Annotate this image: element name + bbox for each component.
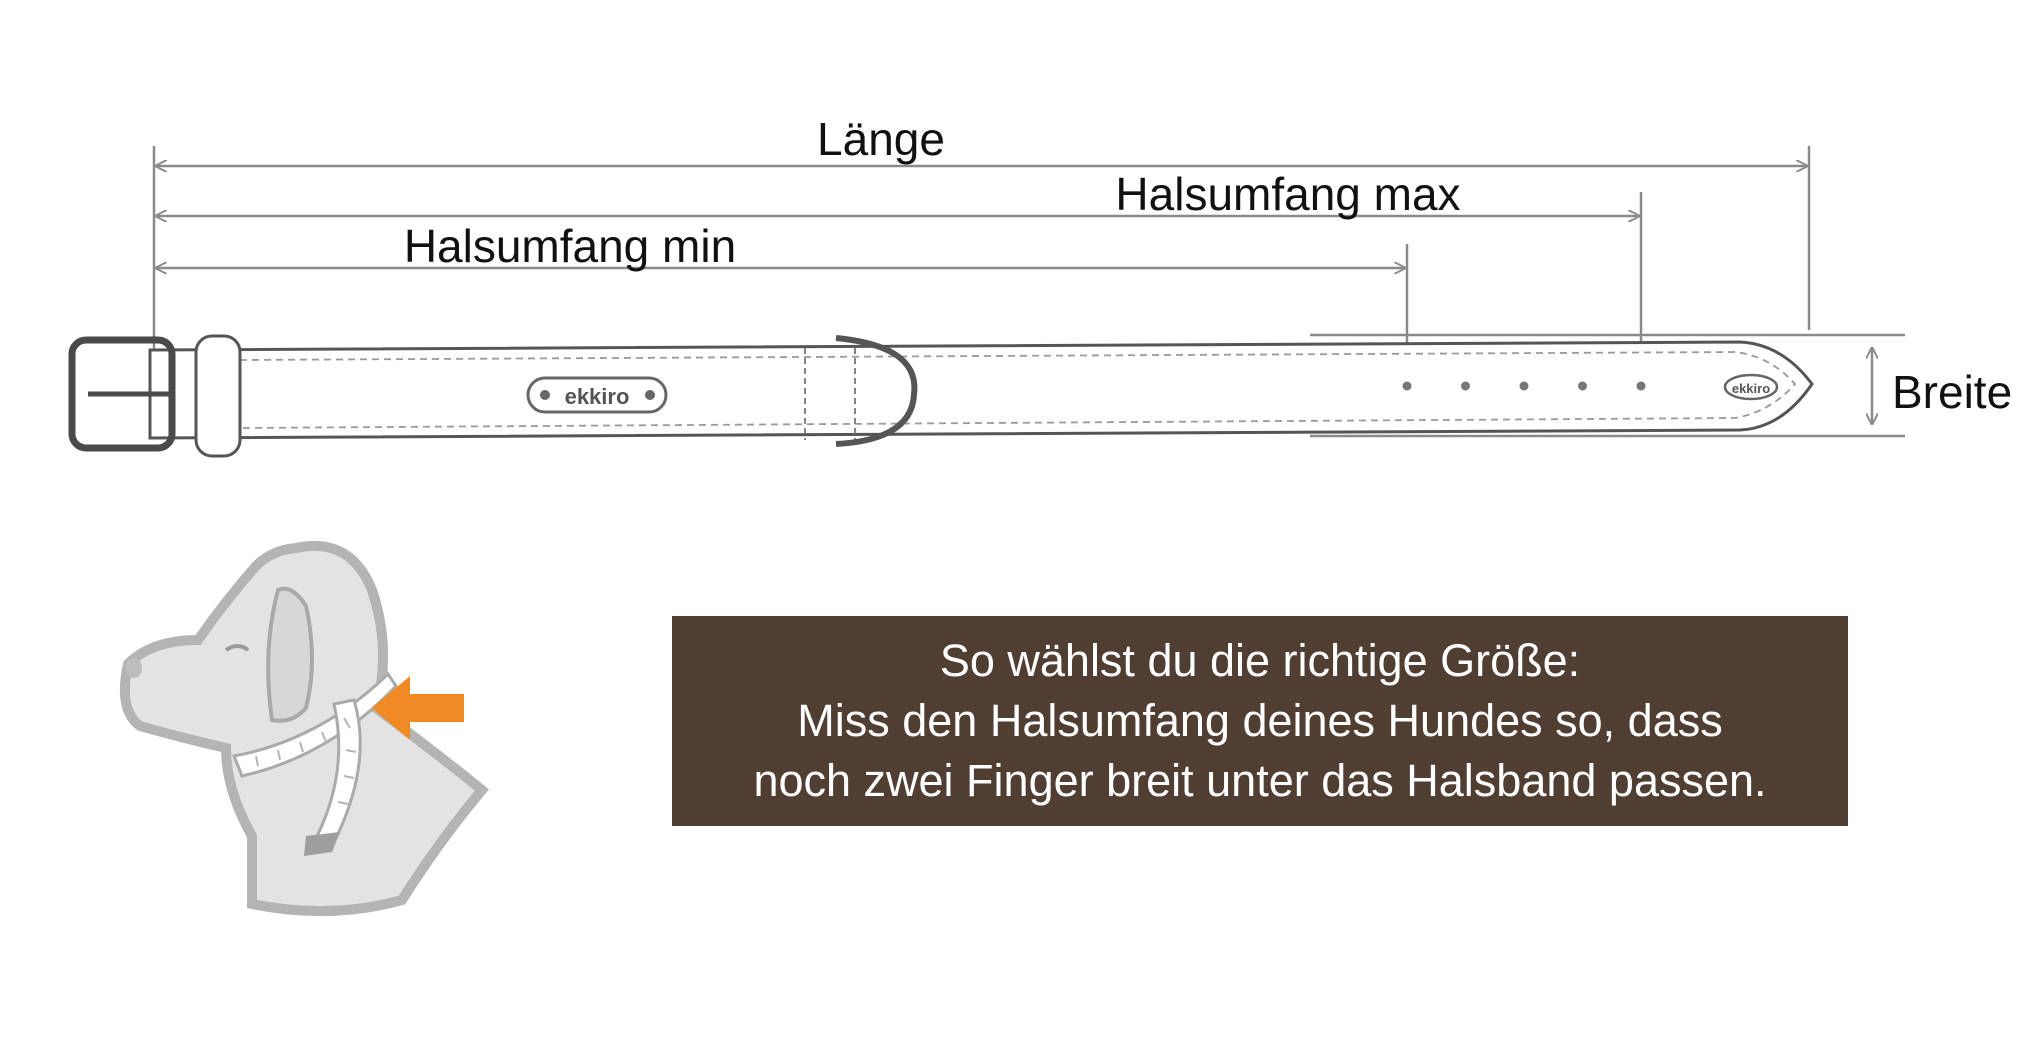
size-instructions-box [672,616,1848,826]
brand-plate-rivet-left [540,390,550,400]
dog-nose [126,658,142,678]
collar-hole [1403,382,1412,391]
tip-badge-text: ekkiro [1731,381,1771,396]
collar-hole [1578,382,1587,391]
dog-ear [268,589,312,721]
width-label: Breite [1892,366,2013,418]
dog-illustration [125,546,482,911]
collar-hole [1637,382,1646,391]
length-label: Länge [817,113,945,165]
neck-min-label: Halsumfang min [403,220,737,272]
neck-max-label: Halsumfang max [1115,168,1461,220]
instructions-line-1: So wählst du die richtige Größe: [939,635,1581,686]
collar-keeper-loop [196,336,240,456]
collar-illustration [72,336,1812,456]
collar-hole [1520,382,1529,391]
collar-hole [1461,382,1470,391]
instructions-line-2: Miss den Halsumfang deines Hundes so, dass [797,695,1723,746]
instructions-line-3: noch zwei Finger breit unter das Halsband passen. [753,755,1767,806]
brand-plate-rivet-right [645,390,655,400]
brand-plate-text: ekkiro [564,384,630,409]
